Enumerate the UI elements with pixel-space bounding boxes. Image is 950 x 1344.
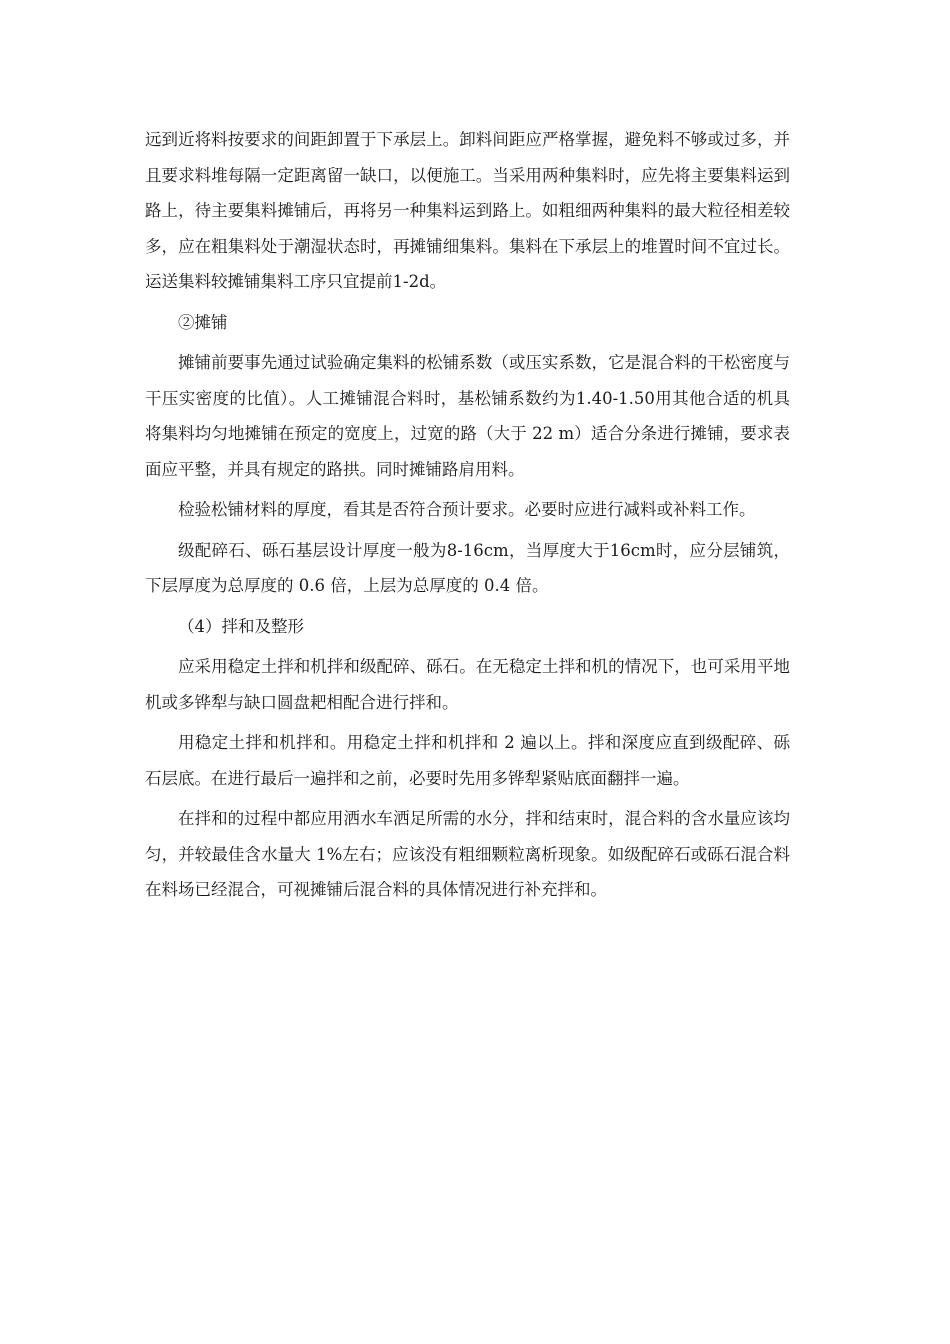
paragraph: 在拌和的过程中都应用洒水车洒足所需的水分，拌和结束时，混合料的含水量应该均匀，并较最佳含水量大 1%左右；应该没有粗细颗粒离析现象。如级配碎石或砾石混合料在料场已经混合，可视摊铺后混合料的具体情况进行补充拌和。: [145, 809, 790, 899]
paragraph: 应采用稳定土拌和机拌和级配碎、砾石。在无稳定土拌和机的情况下，也可采用平地机或多铧犁与缺口圆盘耙相配合进行拌和。: [145, 657, 790, 712]
document-body: [145, 122, 790, 913]
paragraph: 摊铺前要事先通过试验确定集料的松铺系数（或压实系数，它是混合料的干松密度与干压实密度的比值）。人工摊铺混合料时，基松铺系数约为1.40-1.50用其他合适的机具将集料均匀地摊铺在预定的宽度上，过宽的路（大于 22 m）适合分条进行摊铺，要求表面应平整，并具有规定的路拱。同时摊铺路肩用料。: [145, 353, 790, 479]
paragraph: 检验松铺材料的厚度，看其是否符合预计要求。必要时应进行减料或补料工作。: [178, 500, 756, 519]
paragraph: 级配碎石、砾石基层设计厚度一般为8-16cm，当厚度大于16cm时，应分层铺筑，下层厚度为总厚度的 0.6 倍，上层为总厚度的 0.4 倍。: [145, 540, 790, 595]
paragraph-continued: 远到近将料按要求的间距卸置于下承层上。卸料间距应严格掌握，避免料不够或过多，并且要求料堆每隔一定距离留一缺口，以便施工。当采用两种集料时，应先将主要集料运到路上，待主要集料摊铺后，再将另一种集料运到路上。如粗细两种集料的最大粒径相差较多，应在粗集料处于潮湿状态时，再摊铺细集料。集料在下承层上的堆置时间不宜过长。运送集料较摊铺集料工序只宜提前1-2d。: [145, 130, 790, 291]
paragraph: 用稳定土拌和机拌和。用稳定土拌和机拌和 2 遍以上。拌和深度应直到级配碎、砾石层底。在进行最后一遍拌和之前，必要时先用多铧犁紧贴底面翻拌一遍。: [145, 733, 790, 788]
section-heading-mixing: （4）拌和及整形: [178, 616, 304, 636]
section-heading-spreading: ②摊铺: [178, 312, 228, 332]
